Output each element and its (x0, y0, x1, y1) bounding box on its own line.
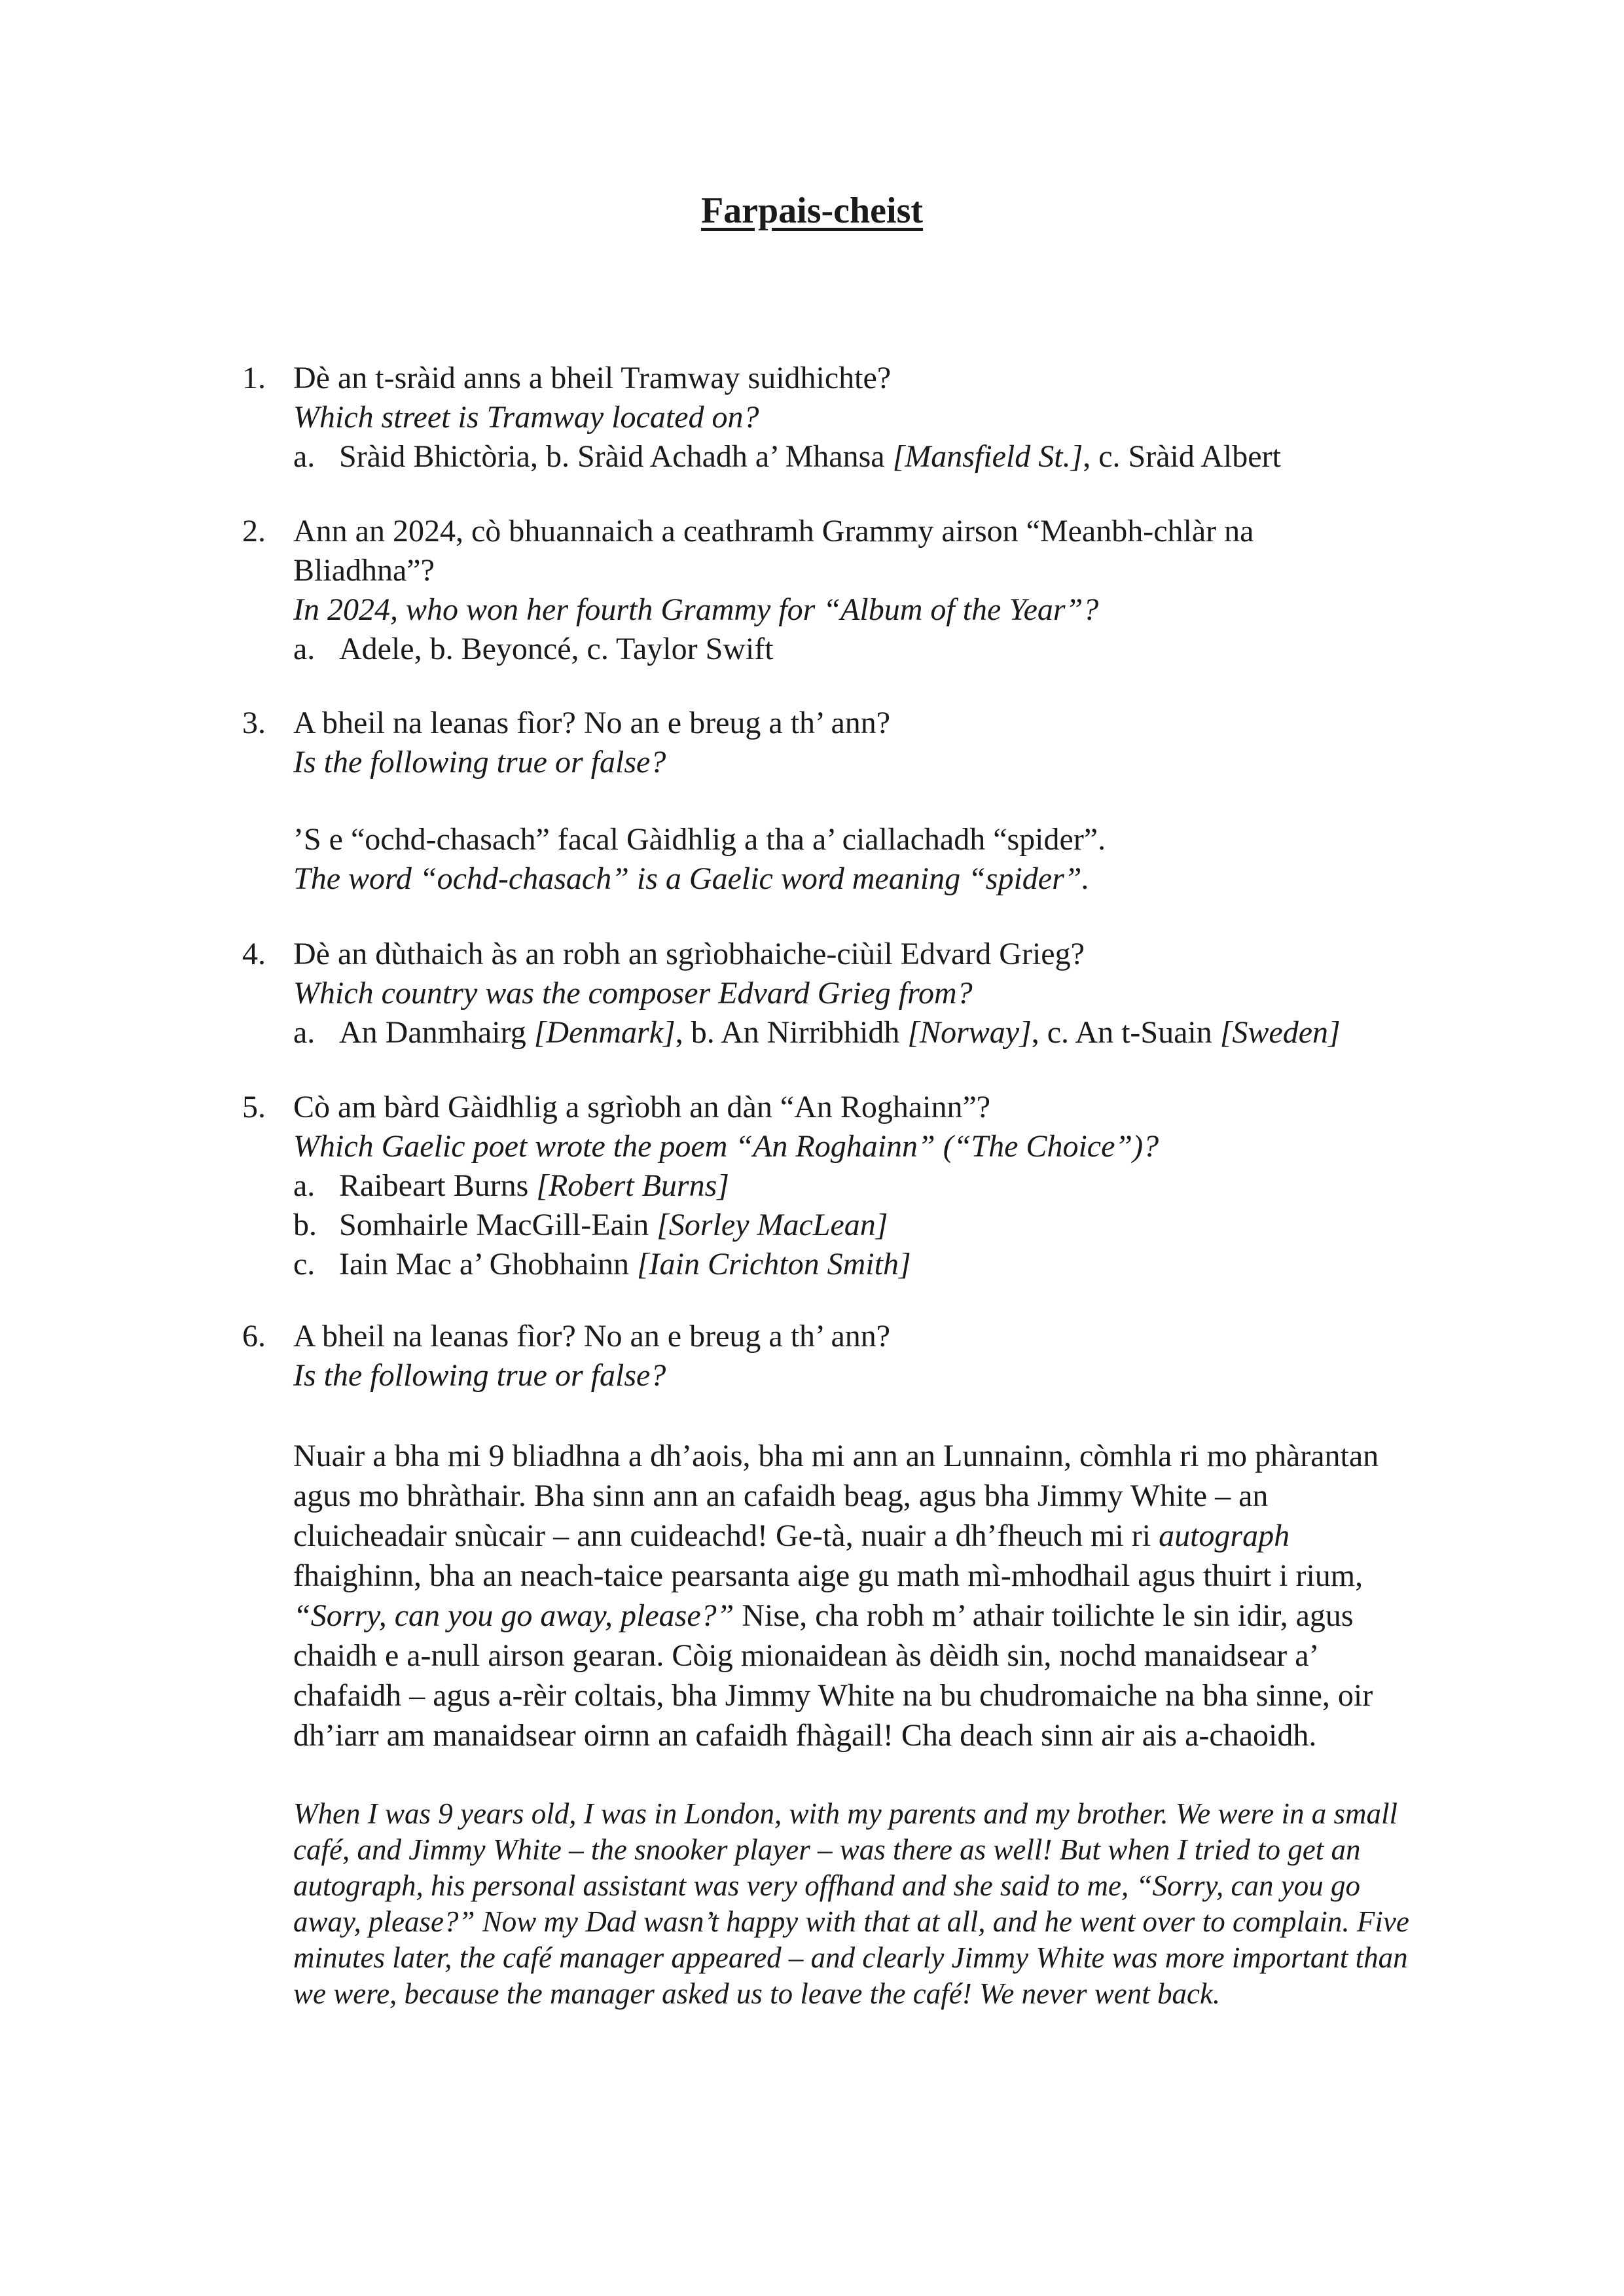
question-3 (242, 704, 1420, 899)
answer-text: An Danmhairg [Denmark], b. An Nirribhidh [Norway], c. An t-Suain [Sweden] (339, 1015, 1341, 1050)
question-text-gaelic: A bheil na leanas fìor? No an e breug a th’ ann? (293, 1319, 891, 1354)
statement-gaelic: ’S e “ochd-chasach” facal Gàidhlig a tha a’ ciallachadh “spider”. (293, 822, 1106, 857)
question-number: 3. (242, 706, 266, 740)
question-text-gaelic: Dè an t-sràid anns a bheil Tramway suidhichte? (293, 361, 892, 395)
question-1 (242, 359, 1420, 476)
statement-english: The word “ochd-chasach” is a Gaelic word meaning “spider”. (293, 861, 1090, 896)
story-paragraph-english: When I was 9 years old, I was in London, with my parents and my brother. We were in a small café, and Jimmy White – the snooker player – was there as well! But when I tried to get an autograph, his personal assistant was very offhand and she said to me, “Sorry, can you go away, please?” Now my Dad wasn’t happy with that at all, and he went over to complain. Five minutes later, the café manager appeared – and clearly Jimmy White was more important than we were, because the manager asked us to leave the café! We never went back. (293, 1797, 1409, 2010)
question-number: 2. (242, 514, 266, 548)
answer-text: Raibeart Burns [Robert Burns] (339, 1168, 729, 1203)
question-2 (242, 512, 1420, 669)
answer-options (293, 630, 1420, 669)
answer-options (293, 437, 1420, 476)
question-text-gaelic: Dè an dùthaich às an robh an sgrìobhaiche-ciùil Edvard Grieg? (293, 937, 1085, 971)
answer-options (293, 1013, 1420, 1052)
answer-letter: a. (293, 632, 316, 666)
question-number: 1. (242, 361, 266, 395)
answer-text: Iain Mac a’ Ghobhainn [Iain Crichton Smith] (339, 1247, 911, 1282)
question-text-english: Which country was the composer Edvard Grieg from? (293, 976, 973, 1011)
question-number: 4. (242, 937, 266, 971)
answer-option-c (293, 1245, 1420, 1284)
answer-letter: a. (293, 439, 316, 474)
story-paragraph-gaelic: Nuair a bha mi 9 bliadhna a dh’aois, bha mi ann an Lunnainn, còmhla ri mo phàrantan agus mo bhràthair. Bha sinn ann an cafaidh beag, agus bha Jimmy White – an cluicheadair snùcair – ann cuideachd! Ge-tà, nuair a dh’fheuch mi ri autograph fhaighinn, bha an neach-taice pearsanta aige gu math mì-mhodhail agus thuirt i rium, “Sorry, can you go away, please?” Nise, cha robh m’ athair toilichte le sin idir, agus chaidh e a-null airson gearan. Còig mionaidean às dèidh sin, nochd manaidsear a’ chafaidh – agus a-rèir coltais, bha Jimmy White na bu chudromaiche na bha sinne, oir dh’iarr am manaidsear oirnn an cafaidh fhàgail! Cha deach sinn air ais a-chaoidh. (293, 1439, 1379, 1753)
answer-text: Sràid Bhictòria, b. Sràid Achadh a’ Mhansa [Mansfield St.], c. Sràid Albert (339, 439, 1281, 474)
answer-letter: c. (293, 1247, 316, 1282)
question-text-gaelic: Ann an 2024, cò bhuannaich a ceathramh Grammy airson “Meanbh-chlàr na (293, 514, 1254, 548)
question-text-english: Is the following true or false? (293, 1358, 666, 1393)
question-number: 5. (242, 1090, 266, 1124)
question-number: 6. (242, 1319, 266, 1354)
page-title: Farpais-cheist (700, 190, 924, 231)
answer-option-a (293, 1166, 1420, 1206)
question-text-english: Which street is Tramway located on? (293, 400, 759, 435)
answer-text: Adele, b. Beyoncé, c. Taylor Swift (339, 632, 774, 666)
question-text-english: Is the following true or false? (293, 745, 666, 780)
answer-letter: a. (293, 1015, 316, 1050)
question-text-english: In 2024, who won her fourth Grammy for “Album of the Year”? (293, 592, 1099, 627)
answer-option-b (293, 1206, 1420, 1245)
question-5 (242, 1088, 1420, 1284)
answer-letter: b. (293, 1208, 317, 1242)
question-text-english: Which Gaelic poet wrote the poem “An Roghainn” (“The Choice”)? (293, 1129, 1159, 1164)
question-4 (242, 935, 1420, 1052)
question-text-gaelic: Cò am bàrd Gàidhlig a sgrìobh an dàn “An Roghainn”? (293, 1090, 991, 1124)
question-text-gaelic-cont: Bliadhna”? (293, 553, 435, 588)
answer-letter: a. (293, 1168, 316, 1203)
question-text-gaelic: A bheil na leanas fìor? No an e breug a th’ ann? (293, 706, 891, 740)
answer-text: Somhairle MacGill-Eain [Sorley MacLean] (339, 1208, 888, 1242)
question-6 (242, 1317, 1420, 2012)
